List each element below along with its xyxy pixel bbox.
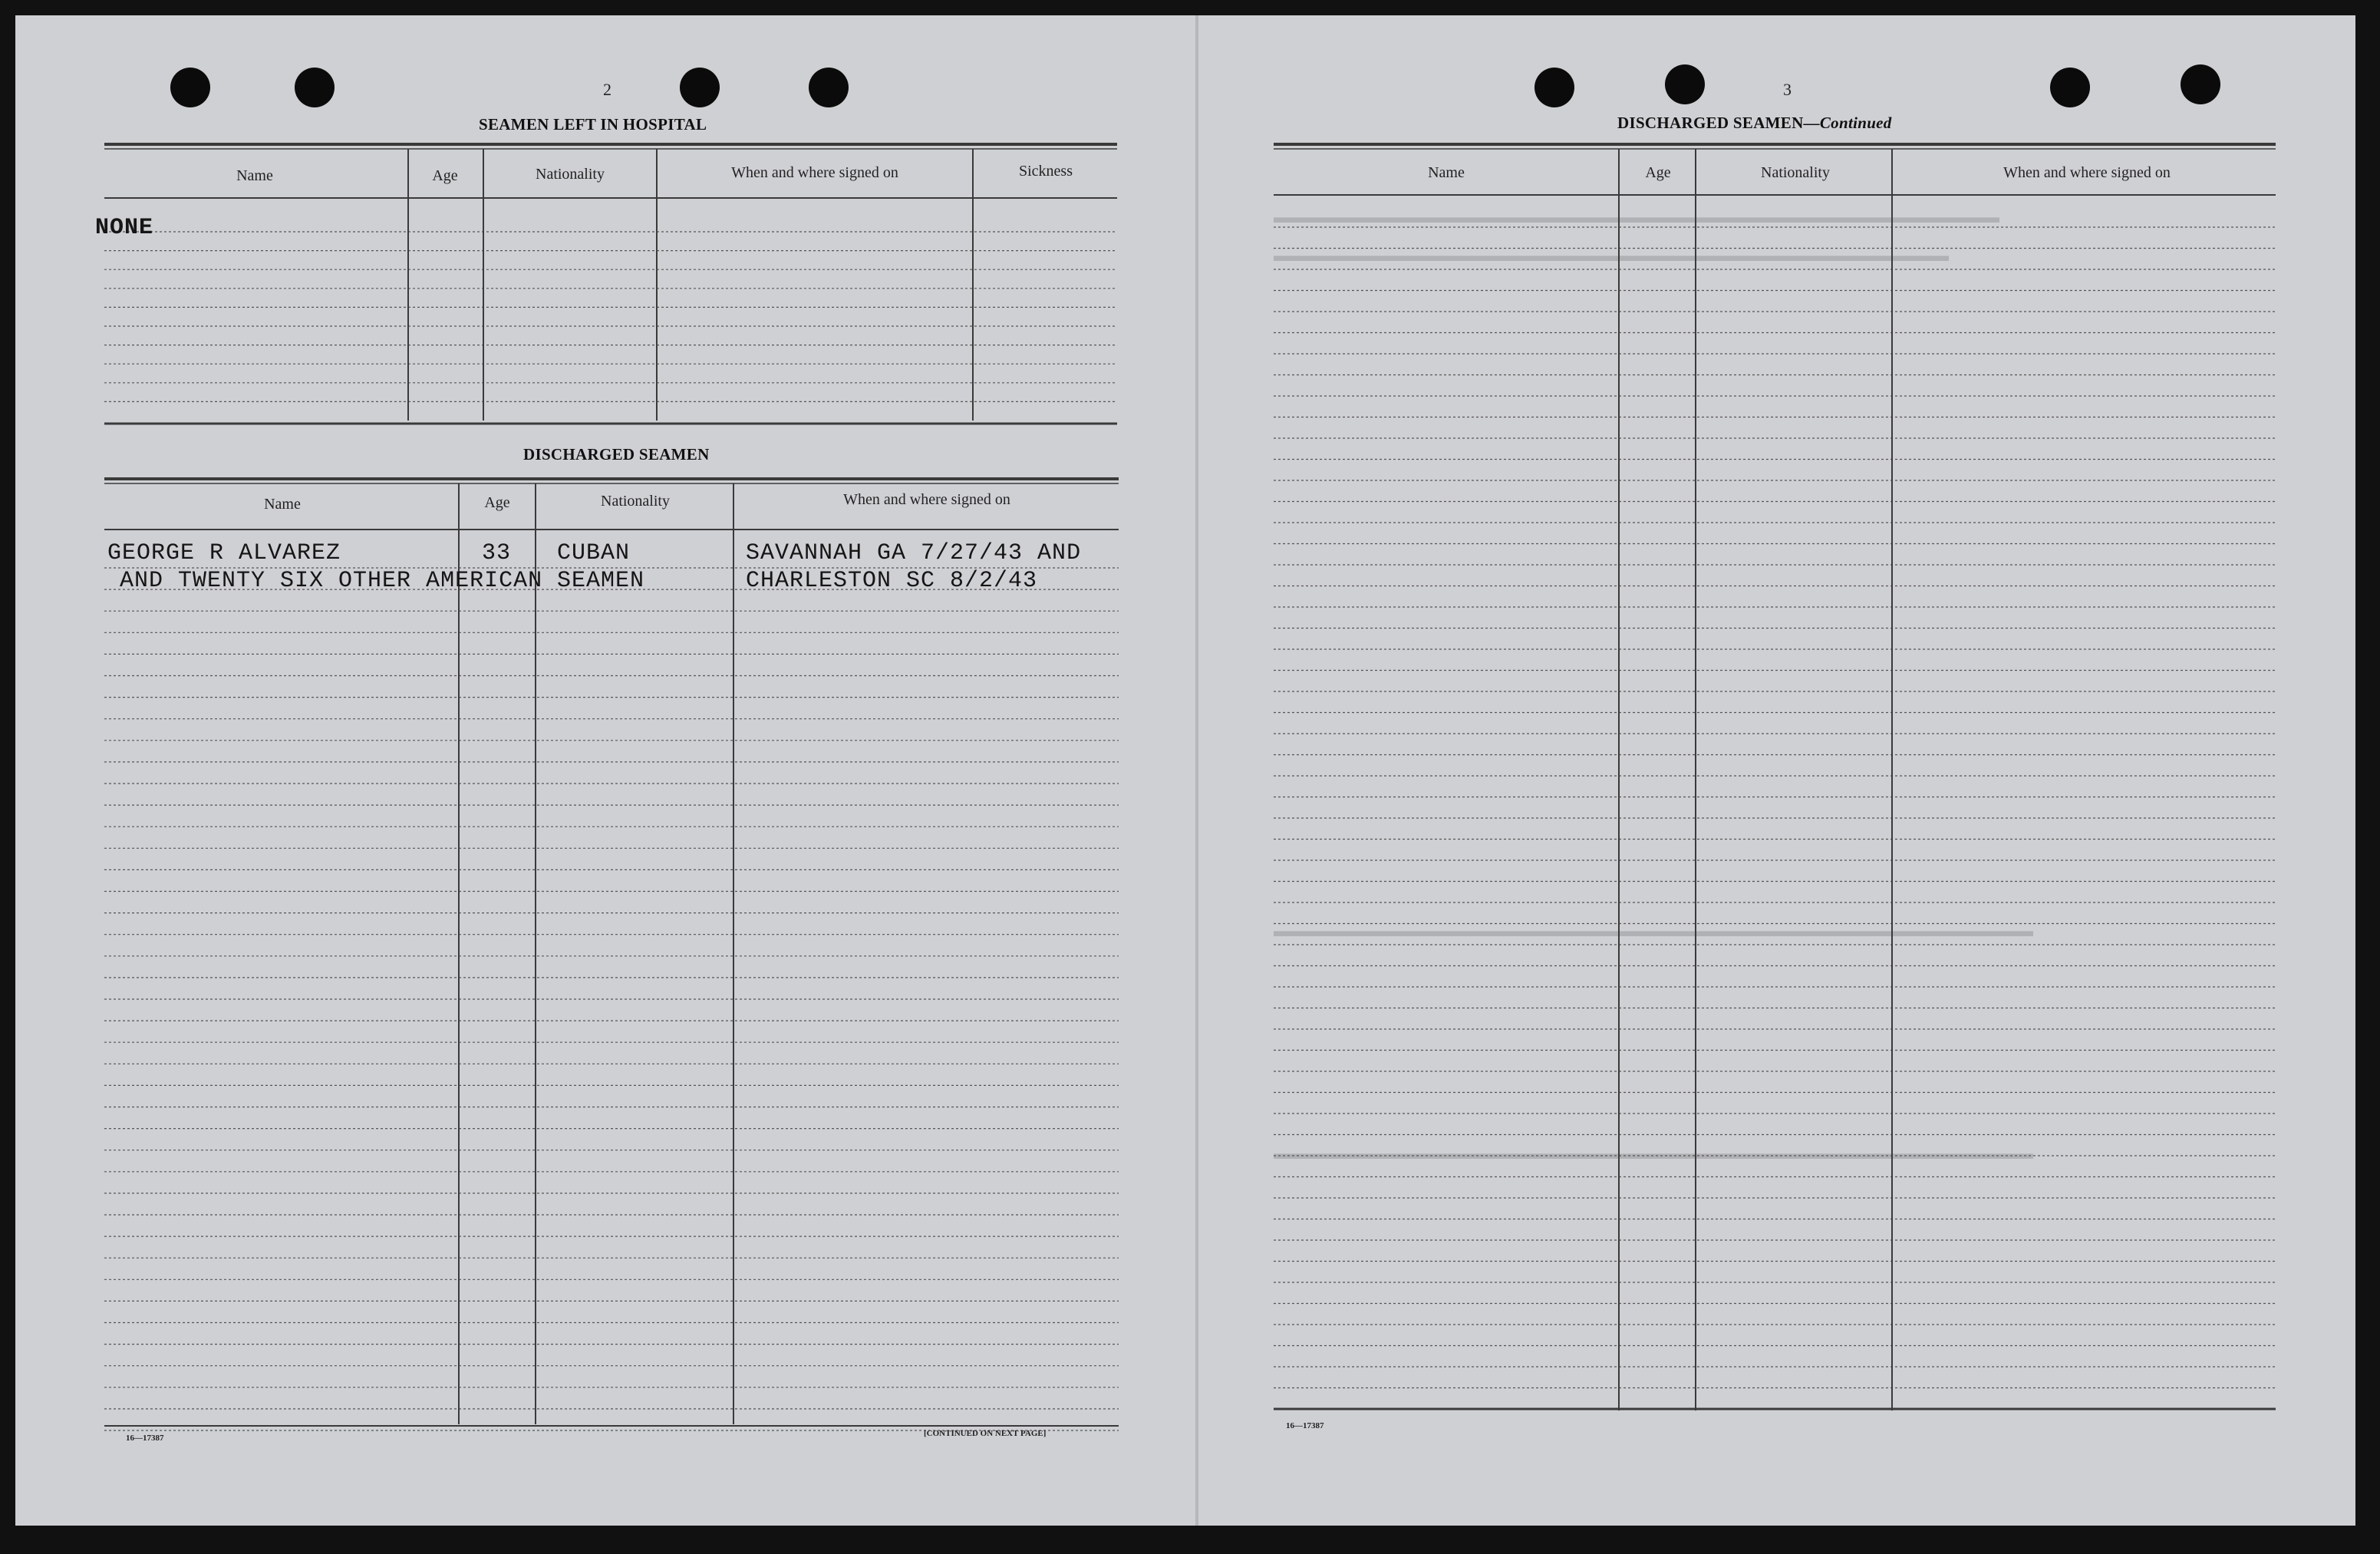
discharged-header-name: Name <box>264 496 301 513</box>
page-title <box>1617 114 1892 133</box>
hospital-header-sickness: Sickness <box>1019 163 1073 180</box>
hospital-header-signed-on: When and where signed on <box>731 164 898 181</box>
page-number: 3 <box>1783 80 1792 99</box>
title-suffix: —Continued <box>1803 114 1892 132</box>
row-2-name: AND TWENTY SIX OTHER AMERICAN <box>120 568 543 594</box>
discharged-header-age: Age <box>484 494 510 511</box>
row-1-name: GEORGE R ALVAREZ <box>107 540 341 566</box>
row-2-signed-on: CHARLESTON SC 8/2/43 <box>746 568 1038 594</box>
bleed-through-text: ▬▬▬▬▬▬▬▬▬▬▬▬▬▬▬▬▬▬▬▬▬▬▬▬▬▬▬▬▬▬▬▬▬▬▬▬▬▬▬▬▬▬▬▬▬ <box>1274 1143 2033 1163</box>
hospital-entry: NONE <box>95 215 154 241</box>
discharged-section-title: DISCHARGED SEAMEN <box>523 445 710 464</box>
row-1-age: 33 <box>482 540 512 566</box>
right-header-age: Age <box>1645 164 1671 181</box>
right-header-signed-on: When and where signed on <box>2003 164 2171 181</box>
title-text: DISCHARGED SEAMEN <box>1617 114 1804 132</box>
row-1-signed-on: SAVANNAH GA 7/27/43 AND <box>746 540 1082 566</box>
right-header-nationality: Nationality <box>1761 164 1830 181</box>
discharged-header-signed-on: When and where signed on <box>843 491 1010 508</box>
hospital-section-title: SEAMEN LEFT IN HOSPITAL <box>479 115 707 134</box>
form-number: 16—17387 <box>126 1434 164 1443</box>
hospital-header-age: Age <box>432 167 458 184</box>
row-2-nationality: SEAMEN <box>557 568 645 594</box>
bleed-through-text: ▬▬▬▬▬▬▬▬▬▬▬▬▬▬▬▬▬▬▬▬▬▬▬▬▬▬▬▬▬▬▬▬▬▬▬▬▬▬▬▬▬▬▬▬▬ <box>1274 921 2033 940</box>
hospital-header-nationality: Nationality <box>536 166 605 183</box>
page-number: 2 <box>603 80 611 99</box>
row-1-nationality: CUBAN <box>557 540 631 566</box>
hospital-header-name: Name <box>236 167 273 184</box>
bleed-through-text: ▬▬▬▬▬▬▬▬▬▬▬▬▬▬▬▬▬▬▬▬▬▬▬▬▬▬▬▬▬▬▬▬▬▬▬▬▬▬▬▬▬▬▬ <box>1274 207 1999 226</box>
continued-note: [CONTINUED ON NEXT PAGE] <box>924 1429 1047 1438</box>
form-number: 16—17387 <box>1286 1421 1324 1430</box>
discharged-header-nationality: Nationality <box>601 493 670 510</box>
right-header-name: Name <box>1428 164 1465 181</box>
bleed-through-text: ▬▬▬▬▬▬▬▬▬▬▬▬▬▬▬▬▬▬▬▬▬▬▬▬▬▬▬▬▬▬▬▬▬▬▬▬▬▬▬▬ <box>1274 246 1949 265</box>
